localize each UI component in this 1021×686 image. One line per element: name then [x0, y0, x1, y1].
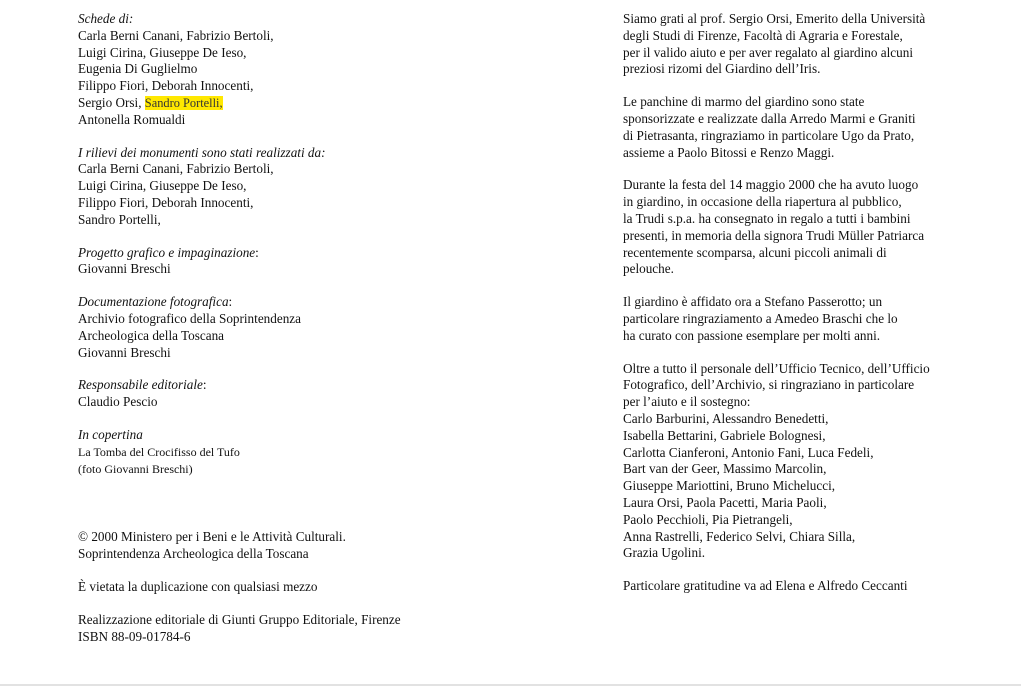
realizzazione-block — [78, 612, 548, 646]
rilievi-line: Filippo Fiori, Deborah Innocenti, — [78, 194, 254, 210]
paragraph-line: recentemente scomparsa, alcuni piccoli animali di — [623, 244, 887, 260]
paragraph-line: Fotografico, dell’Archivio, si ringraziano in particolare — [623, 377, 915, 393]
paragraph-line: Siamo grati al prof. Sergio Orsi, Emerito della Università — [623, 11, 926, 26]
vietata-block — [78, 579, 548, 596]
documentazione-line: Giovanni Breschi — [78, 344, 171, 360]
paragraph-line: Oltre a tutto il personale dell’Ufficio Tecnico, dell’Ufficio — [623, 360, 930, 376]
copertina-line: (foto Giovanni Breschi) — [78, 461, 193, 476]
documentazione-title: Documentazione fotografica — [78, 294, 229, 310]
paragraph-line: Le panchine di marmo del giardino sono state — [623, 94, 865, 110]
paragraph-line: pelouche. — [623, 261, 674, 277]
paragraph-line: Anna Rastrelli, Federico Selvi, Chiara Silla, — [623, 528, 856, 544]
paragraph-line: Isabella Bettarini, Gabriele Bolognesi, — [623, 427, 826, 443]
paragraph-line: Particolare gratitudine va ad Elena e Alfredo Ceccanti — [623, 578, 908, 594]
schede-line: Eugenia Di Guglielmo — [78, 61, 198, 77]
paragraph-line: Giuseppe Mariottini, Bruno Michelucci, — [623, 478, 836, 494]
paragraph-orsi — [623, 11, 1003, 78]
documentazione-line: Archeologica della Toscana — [78, 327, 225, 343]
responsabile-block — [78, 377, 548, 411]
vietata-text: È vietata la duplicazione con qualsiasi mezzo — [78, 578, 318, 594]
rilievi-title: I rilievi dei monumenti sono stati realizzati da: — [78, 144, 326, 160]
progetto-heading: Progetto grafico e impaginazione: — [78, 244, 259, 260]
documentazione-heading: Documentazione fotografica: — [78, 294, 233, 310]
schede-block — [78, 11, 548, 129]
schede-line: Filippo Fiori, Deborah Innocenti, — [78, 78, 254, 94]
responsabile-title: Responsabile editoriale — [78, 377, 203, 393]
paragraph-line: degli Studi di Firenze, Facoltà di Agraria e Forestale, — [623, 27, 903, 43]
responsabile-heading: Responsabile editoriale: — [78, 377, 207, 393]
paragraph-line: Laura Orsi, Paola Pacetti, Maria Paoli, — [623, 494, 827, 510]
realizzazione-line: Realizzazione editoriale di Giunti Gruppo Editoriale, Firenze — [78, 611, 401, 627]
paragraph-line: Carlo Barburini, Alessandro Benedetti, — [623, 410, 829, 426]
progetto-value: Giovanni Breschi — [78, 261, 171, 277]
rilievi-line: Carla Berni Canani, Fabrizio Bertoli, — [78, 161, 274, 177]
isbn-line: ISBN 88-09-01784-6 — [78, 628, 191, 644]
paragraph-line: in giardino, in occasione della riapertura al pubblico, — [623, 194, 902, 210]
paragraph-gratitudine — [623, 578, 1003, 595]
paragraph-festa — [623, 177, 1003, 278]
schede-line: Luigi Cirina, Giuseppe De Ieso, — [78, 44, 247, 60]
rilievi-line: Luigi Cirina, Giuseppe De Ieso, — [78, 178, 247, 194]
paragraph-line: preziosi rizomi del Giardino dell’Iris. — [623, 61, 821, 77]
copertina-title: In copertina — [78, 426, 143, 442]
schede-line: Antonella Romualdi — [78, 111, 186, 127]
paragraph-line: particolare ringraziamento a Amedeo Braschi che lo — [623, 310, 898, 326]
paragraph-line: sponsorizzate e realizzate dalla Arredo Marmi e Graniti — [623, 110, 916, 126]
paragraph-line: Bart van der Geer, Massimo Marcolin, — [623, 461, 827, 477]
rilievi-block — [78, 145, 548, 229]
paragraph-panchine — [623, 94, 1003, 161]
left-column — [78, 11, 548, 661]
responsabile-value: Claudio Pescio — [78, 394, 158, 410]
copyright-line: © 2000 Ministero per i Beni e le Attività Culturali. — [78, 529, 346, 545]
paragraph-line: ha curato con passione esemplare per molti anni. — [623, 327, 881, 343]
paragraph-line: Grazia Ugolini. — [623, 545, 706, 561]
documentazione-line: Archivio fotografico della Soprintendenza — [78, 310, 302, 326]
copertina-line: La Tomba del Crocifisso del Tufo — [78, 444, 240, 459]
paragraph-line: per l’aiuto e il sostegno: — [623, 394, 751, 410]
copyright-line: Soprintendenza Archeologica della Toscana — [78, 546, 309, 562]
paragraph-line: la Trudi s.p.a. ha consegnato in regalo a tutti i bambini — [623, 210, 911, 226]
progetto-title: Progetto grafico e impaginazione — [78, 244, 256, 260]
copyright-block — [78, 529, 548, 563]
copertina-block — [78, 427, 548, 477]
paragraph-line: presenti, in memoria della signora Trudi Müller Patriarca — [623, 227, 925, 243]
paragraph-line: Carlotta Cianferoni, Antonio Fani, Luca Fedeli, — [623, 444, 874, 460]
paragraph-line: di Pietrasanta, ringraziamo in particolare Ugo da Prato, — [623, 127, 915, 143]
paragraph-line: Il giardino è affidato ora a Stefano Passerotto; un — [623, 294, 883, 310]
paragraph-line: Durante la festa del 14 maggio 2000 che ha avuto luogo — [623, 177, 919, 193]
rilievi-line: Sandro Portelli, — [78, 211, 161, 227]
paragraph-line: assieme a Paolo Bitossi e Renzo Maggi. — [623, 144, 835, 160]
schede-orsi-name: Sergio Orsi, — [78, 94, 142, 110]
schede-line: Carla Berni Canani, Fabrizio Bertoli, — [78, 27, 274, 43]
right-column — [623, 11, 1003, 611]
documentazione-block — [78, 294, 548, 361]
schede-line-orsi — [78, 95, 548, 112]
highlighted-selection[interactable]: Sandro Portelli, — [144, 95, 223, 110]
progetto-block — [78, 245, 548, 279]
paragraph-line: Paolo Pecchioli, Pia Pietrangeli, — [623, 511, 793, 527]
paragraph-giardino — [623, 294, 1003, 344]
schede-title: Schede di: — [78, 11, 134, 26]
paragraph-ringraziamenti — [623, 361, 1003, 563]
paragraph-line: per il valido aiuto e per aver regalato al giardino alcuni — [623, 44, 914, 60]
